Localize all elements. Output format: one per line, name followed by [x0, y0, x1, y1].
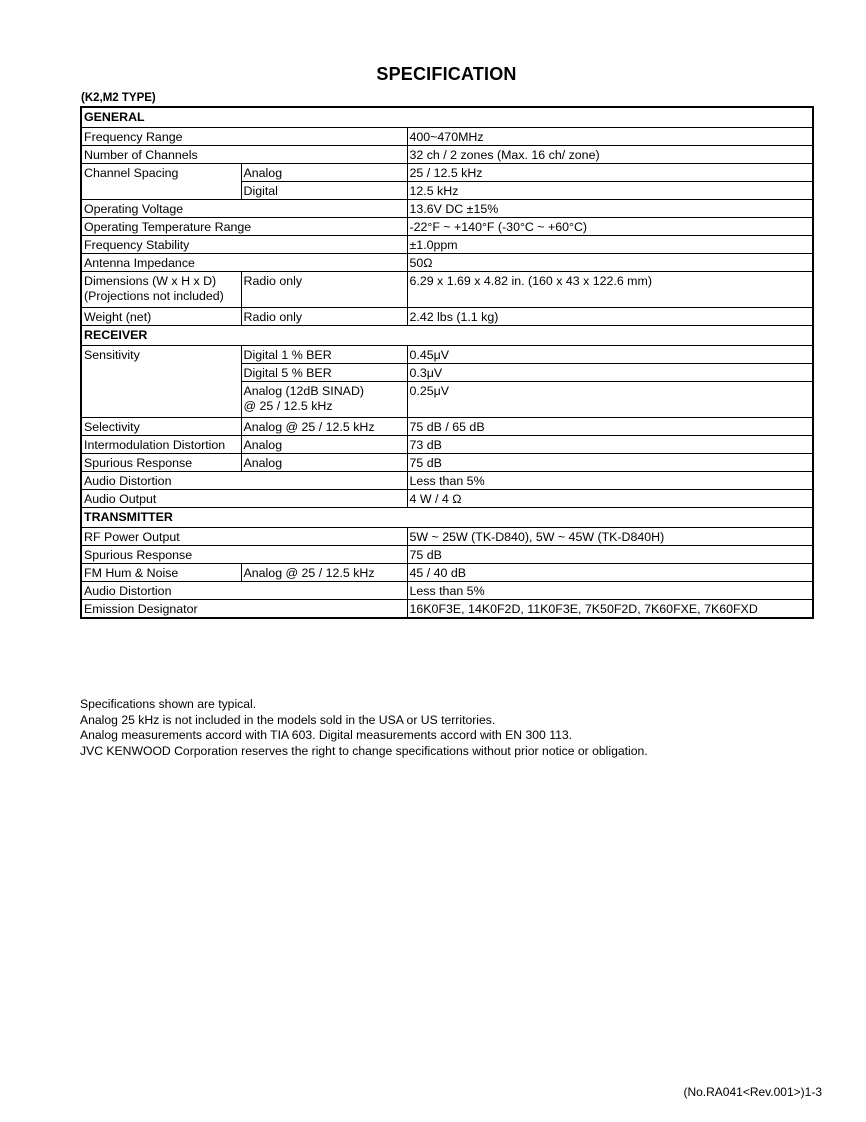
table-row — [81, 527, 813, 545]
table-row — [81, 435, 813, 453]
spec-value: 75 dB — [407, 545, 813, 563]
spec-label: Spurious Response — [81, 453, 241, 471]
table-row — [81, 271, 813, 307]
spec-value: 400~470MHz — [407, 127, 813, 145]
table-row — [81, 545, 813, 563]
table-row — [81, 417, 813, 435]
table-row — [81, 363, 813, 381]
spec-sublabel-line: Analog (12dB SINAD) — [243, 383, 365, 398]
spec-label: Sensitivity — [81, 345, 241, 363]
table-row — [81, 181, 813, 199]
spec-value: 16K0F3E, 14K0F2D, 11K0F3E, 7K50F2D, 7K60FXE, 7K60FXD — [407, 599, 813, 618]
table-row — [81, 145, 813, 163]
section-general — [81, 107, 813, 127]
spec-label: Spurious Response — [81, 545, 407, 563]
section-transmitter — [81, 507, 813, 527]
page-footer: (No.RA041<Rev.001>)1-3 — [683, 1085, 822, 1099]
note-line: Analog 25 kHz is not included in the models sold in the USA or US territories. — [80, 712, 496, 727]
spec-sublabel: Analog — [241, 453, 407, 471]
section-header: TRANSMITTER — [81, 507, 813, 527]
spec-label: FM Hum & Noise — [81, 563, 241, 581]
spec-label: Selectivity — [81, 417, 241, 435]
spec-sublabel: Radio only — [241, 271, 407, 307]
spec-label: Frequency Range — [81, 127, 407, 145]
spec-sublabel-line: @ 25 / 12.5 kHz — [243, 398, 333, 413]
spec-value: 13.6V DC ±15% — [407, 199, 813, 217]
spec-label-empty — [81, 363, 241, 381]
spec-table — [80, 106, 814, 619]
spec-sublabel — [241, 381, 407, 417]
spec-label: Intermodulation Distortion — [81, 435, 241, 453]
spec-value: 73 dB — [407, 435, 813, 453]
spec-value: 0.25μV — [407, 381, 813, 417]
notes — [80, 697, 648, 759]
spec-label-empty — [81, 381, 241, 417]
spec-label — [81, 271, 241, 307]
spec-sublabel: Analog — [241, 163, 407, 181]
section-header: RECEIVER — [81, 325, 813, 345]
spec-label: Emission Designator — [81, 599, 407, 618]
spec-value: 0.45μV — [407, 345, 813, 363]
note-line: Specifications shown are typical. — [80, 697, 257, 711]
spec-label: Weight (net) — [81, 307, 241, 325]
spec-sublabel: Digital 5 % BER — [241, 363, 407, 381]
spec-value: Less than 5% — [407, 471, 813, 489]
page-title: SPECIFICATION — [376, 64, 517, 84]
spec-value: 2.42 lbs (1.1 kg) — [407, 307, 813, 325]
table-row — [81, 581, 813, 599]
type-label: (K2,M2 TYPE) — [81, 92, 156, 104]
table-row — [81, 127, 813, 145]
spec-value: 75 dB — [407, 453, 813, 471]
spec-value: 75 dB / 65 dB — [407, 417, 813, 435]
table-row — [81, 199, 813, 217]
spec-value: 0.3μV — [407, 363, 813, 381]
table-row — [81, 253, 813, 271]
spec-sublabel: Digital 1 % BER — [241, 345, 407, 363]
table-row — [81, 563, 813, 581]
table-row — [81, 235, 813, 253]
spec-label: Frequency Stability — [81, 235, 407, 253]
spec-sublabel: Analog @ 25 / 12.5 kHz — [241, 417, 407, 435]
spec-label: Number of Channels — [81, 145, 407, 163]
section-header: GENERAL — [81, 107, 813, 127]
spec-label: Audio Distortion — [81, 471, 407, 489]
spec-label-line: Dimensions (W x H x D) — [84, 273, 217, 288]
spec-sublabel: Radio only — [241, 307, 407, 325]
spec-label: Audio Output — [81, 489, 407, 507]
table-row — [81, 453, 813, 471]
spec-value: 45 / 40 dB — [407, 563, 813, 581]
table-row — [81, 599, 813, 618]
spec-label: Antenna Impedance — [81, 253, 407, 271]
spec-sublabel: Analog — [241, 435, 407, 453]
table-row — [81, 217, 813, 235]
spec-label: Audio Distortion — [81, 581, 407, 599]
spec-value: 6.29 x 1.69 x 4.82 in. (160 x 43 x 122.6 mm) — [407, 271, 813, 307]
section-receiver — [81, 325, 813, 345]
spec-value: 12.5 kHz — [407, 181, 813, 199]
spec-value: ±1.0ppm — [407, 235, 813, 253]
table-row — [81, 345, 813, 363]
table-row — [81, 307, 813, 325]
spec-label: Operating Voltage — [81, 199, 407, 217]
spec-sublabel: Analog @ 25 / 12.5 kHz — [241, 563, 407, 581]
spec-label: Channel Spacing — [81, 163, 241, 181]
table-row — [81, 381, 813, 417]
table-row — [81, 163, 813, 181]
note-line: JVC KENWOOD Corporation reserves the right to change specifications without prior notice or obligation. — [80, 743, 648, 758]
table-row — [81, 489, 813, 507]
table-row — [81, 471, 813, 489]
spec-sublabel: Digital — [241, 181, 407, 199]
spec-value: -22°F ~ +140°F (-30°C ~ +60°C) — [407, 217, 813, 235]
spec-value: 5W ~ 25W (TK-D840), 5W ~ 45W (TK-D840H) — [407, 527, 813, 545]
spec-label: Operating Temperature Range — [81, 217, 407, 235]
spec-value: 4 W / 4 Ω — [407, 489, 813, 507]
spec-label-line: (Projections not included) — [84, 288, 224, 303]
spec-label-empty — [81, 181, 241, 199]
spec-value: 32 ch / 2 zones (Max. 16 ch/ zone) — [407, 145, 813, 163]
spec-value: Less than 5% — [407, 581, 813, 599]
spec-label: RF Power Output — [81, 527, 407, 545]
note-line: Analog measurements accord with TIA 603. Digital measurements accord with EN 300 113. — [80, 728, 573, 742]
spec-value: 50Ω — [407, 253, 813, 271]
spec-value: 25 / 12.5 kHz — [407, 163, 813, 181]
